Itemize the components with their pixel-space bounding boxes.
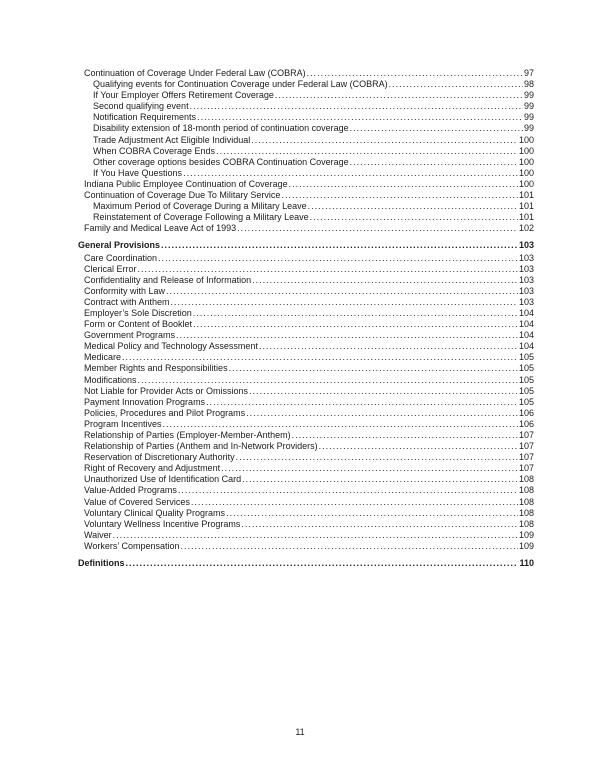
toc-entry-page: 105 [518, 363, 534, 374]
toc-entry [78, 519, 534, 530]
toc-entry [78, 375, 534, 386]
dot-leader [242, 474, 518, 485]
toc-entry-page: 99 [523, 123, 534, 134]
toc-entry [78, 352, 534, 363]
dot-leader [183, 168, 518, 179]
toc-entry [78, 330, 534, 341]
dot-leader [190, 101, 523, 112]
toc-entry [78, 101, 534, 112]
toc-entry-page: 103 [518, 263, 534, 274]
toc-entry-title: Contract with Anthem [84, 296, 170, 307]
dot-leader [307, 68, 523, 79]
toc-entry-page: 108 [518, 507, 534, 518]
toc-entry-page: 100 [518, 134, 534, 145]
toc-entry-title: Trade Adjustment Act Eligible Individual [93, 134, 251, 145]
dot-leader [138, 375, 518, 386]
toc-entry-page: 100 [518, 178, 534, 189]
toc-entry-title: Workers’ Compensation [84, 540, 180, 551]
toc-entry [78, 123, 534, 134]
toc-entry-page: 108 [518, 474, 534, 485]
toc-entry [78, 264, 534, 275]
toc-entry [78, 485, 534, 496]
dot-leader [122, 352, 518, 363]
toc-entry [78, 474, 534, 485]
dot-leader [275, 90, 523, 101]
table-of-contents [78, 68, 534, 570]
toc-entry-page: 100 [518, 145, 534, 156]
toc-entry [78, 508, 534, 519]
toc-entry-page: 97 [523, 68, 534, 78]
dot-leader [350, 157, 518, 168]
toc-entry-page: 103 [518, 274, 534, 285]
dot-leader [138, 264, 518, 275]
toc-entry [78, 168, 534, 179]
dot-leader [259, 341, 518, 352]
dot-leader [178, 485, 518, 496]
toc-entry [78, 408, 534, 419]
toc-entry-page: 103 [518, 285, 534, 296]
toc-entry [78, 190, 534, 201]
toc-entry-page: 105 [518, 374, 534, 385]
dot-leader [389, 79, 523, 90]
toc-entry-title: Notification Requirements [93, 112, 197, 123]
toc-entry [78, 112, 534, 123]
toc-entry-title: Definitions [78, 558, 125, 569]
toc-entry-title: Member Rights and Responsibilities [84, 363, 228, 374]
toc-entry [78, 223, 534, 234]
toc-entry-page: 106 [518, 407, 534, 418]
toc-entry-title: Relationship of Parties (Employer-Member-Anthem) [84, 430, 291, 440]
toc-entry-title: Voluntary Wellness Incentive Programs [84, 518, 241, 529]
toc-entry [78, 541, 534, 552]
toc-entry [78, 386, 534, 397]
toc-entry-page: 106 [518, 418, 534, 429]
dot-leader [310, 212, 518, 223]
toc-entry [78, 441, 534, 452]
toc-entry-page: 104 [518, 319, 534, 330]
dot-leader [241, 519, 518, 530]
toc-entry [78, 463, 534, 474]
toc-entry-title: Maximum Period of Coverage During a Military Leave [93, 201, 307, 212]
toc-entry-title: Indiana Public Employee Continuation of Coverage [84, 178, 288, 189]
dot-leader [236, 452, 518, 463]
toc-entry-title: Continuation of Coverage Due To Military Service [84, 190, 281, 201]
toc-entry-title: Not Liable for Provider Acts or Omissions [84, 385, 249, 396]
toc-entry-page: 105 [518, 396, 534, 407]
toc-entry-page: 108 [518, 518, 534, 529]
toc-entry-title: Payment Innovation Programs [84, 396, 206, 407]
toc-entry-title: Family and Medical Leave Act of 1993 [84, 223, 237, 234]
dot-leader [126, 558, 519, 569]
dot-leader [176, 330, 518, 341]
toc-entry-page: 99 [523, 101, 534, 112]
toc-entry-title: Modifications [84, 374, 137, 385]
dot-leader [249, 386, 518, 397]
toc-entry-title: Government Programs [84, 330, 176, 341]
toc-entry [78, 212, 534, 223]
dot-leader [281, 190, 518, 201]
toc-entry [78, 297, 534, 308]
toc-entry-title: Clerical Error [84, 263, 137, 274]
dot-leader [319, 441, 518, 452]
toc-entry-page: 98 [523, 79, 534, 90]
toc-entry-title: Qualifying events for Continuation Coverage under Federal Law (COBRA) [93, 79, 388, 90]
toc-entry [78, 68, 534, 79]
toc-entry-page: 103 [518, 296, 534, 307]
toc-entry-page: 101 [518, 190, 534, 201]
dot-leader [158, 253, 518, 264]
dot-leader [246, 408, 518, 419]
dot-leader [252, 275, 518, 286]
dot-leader [289, 179, 518, 190]
toc-entry-title: Value-Added Programs [84, 485, 177, 496]
toc-entry-page: 108 [518, 496, 534, 507]
toc-entry-page: 105 [518, 352, 534, 363]
toc-entry-title: Form or Content of Booklet [84, 319, 193, 330]
toc-entry [78, 419, 534, 430]
toc-entry [78, 157, 534, 168]
toc-entry-title: Continuation of Coverage Under Federal Law (COBRA) [84, 68, 306, 78]
toc-entry-title: Conformity with Law [84, 285, 166, 296]
toc-entry [78, 275, 534, 286]
dot-leader [350, 123, 523, 134]
toc-entry-title: Program Incentives [84, 418, 162, 429]
toc-entry-page: 107 [518, 441, 534, 452]
toc-entry-title: Right of Recovery and Adjustment [84, 463, 221, 474]
toc-entry-title: Waiver [84, 529, 112, 540]
dot-leader [229, 363, 518, 374]
toc-entry [78, 452, 534, 463]
toc-entry-title: If You Have Questions [93, 167, 183, 178]
dot-leader [171, 297, 518, 308]
toc-entry [78, 497, 534, 508]
toc-entry-title: Reservation of Discretionary Authority [84, 452, 235, 463]
dot-leader [197, 112, 523, 123]
toc-entry-page: 108 [518, 485, 534, 496]
dot-leader [181, 541, 518, 552]
toc-entry-page: 100 [518, 156, 534, 167]
toc-entry-title: Confidentiality and Release of Information [84, 274, 252, 285]
toc-entry [78, 286, 534, 297]
toc-entry-page: 104 [518, 307, 534, 318]
toc-entry-title: Second qualifying event [93, 101, 189, 112]
toc-entry-page: 110 [519, 558, 534, 569]
dot-leader [221, 463, 518, 474]
toc-entry-title: Unauthorized Use of Identification Card [84, 474, 242, 485]
dot-leader [113, 530, 518, 541]
toc-entry [78, 179, 534, 190]
toc-entry [78, 90, 534, 101]
dot-leader [226, 508, 518, 519]
toc-entry-title: General Provisions [78, 240, 161, 251]
toc-entry-page: 101 [518, 201, 534, 212]
toc-entry-page: 102 [518, 223, 534, 234]
toc-entry [78, 530, 534, 541]
toc-entry [78, 558, 534, 569]
toc-entry-title: Medicare [84, 352, 122, 363]
toc-entry-title: Voluntary Clinical Quality Programs [84, 507, 226, 518]
dot-leader [191, 497, 518, 508]
page-number: 11 [295, 727, 305, 737]
toc-entry-title: Other coverage options besides COBRA Continuation Coverage [93, 156, 349, 167]
dot-leader [206, 397, 518, 408]
dot-leader [251, 135, 518, 146]
toc-entry-page: 101 [518, 212, 534, 223]
dot-leader [193, 319, 518, 330]
toc-entry [78, 397, 534, 408]
toc-entry-title: Employer’s Sole Discretion [84, 307, 192, 318]
toc-entry [78, 363, 534, 374]
toc-entry [78, 430, 534, 441]
toc-entry-title: If Your Employer Offers Retirement Coverage [93, 90, 274, 101]
dot-leader [292, 430, 518, 441]
toc-entry-title: Relationship of Parties (Anthem and In-Network Providers) [84, 441, 318, 452]
toc-entry-title: When COBRA Coverage Ends [93, 145, 216, 156]
toc-entry-title: Reinstatement of Coverage Following a Military Leave [93, 212, 309, 223]
toc-entry-page: 99 [523, 90, 534, 101]
dot-leader [193, 308, 518, 319]
dot-leader [216, 146, 518, 157]
toc-entry-page: 107 [518, 430, 534, 440]
dot-leader [166, 286, 518, 297]
dot-leader [308, 201, 518, 212]
toc-entry-title: Disability extension of 18-month period of continuation coverage [93, 123, 349, 134]
toc-entry-title: Policies, Procedures and Pilot Programs [84, 407, 246, 418]
toc-entry-page: 104 [518, 330, 534, 341]
toc-entry-page: 103 [518, 240, 534, 251]
toc-entry-page: 99 [523, 112, 534, 123]
dot-leader [161, 240, 518, 251]
toc-entry [78, 240, 534, 251]
dot-leader [237, 223, 518, 234]
toc-entry [78, 308, 534, 319]
toc-entry-page: 103 [518, 252, 534, 263]
toc-entry [78, 79, 534, 90]
dot-leader [163, 419, 518, 430]
toc-entry [78, 253, 534, 264]
toc-entry-title: Value of Covered Services [84, 496, 190, 507]
toc-entry-page: 107 [518, 452, 534, 463]
toc-entry [78, 341, 534, 352]
toc-entry-page: 104 [518, 341, 534, 352]
page-footer [0, 727, 600, 738]
toc-entry-page: 100 [518, 167, 534, 178]
toc-entry [78, 319, 534, 330]
toc-entry-title: Care Coordination [84, 252, 158, 263]
toc-entry-page: 105 [518, 385, 534, 396]
toc-entry [78, 135, 534, 146]
toc-entry-page: 109 [518, 540, 534, 551]
toc-entry-page: 109 [518, 529, 534, 540]
toc-entry-title: Medical Policy and Technology Assessment [84, 341, 258, 352]
toc-entry [78, 201, 534, 212]
toc-entry [78, 146, 534, 157]
toc-entry-page: 107 [518, 463, 534, 474]
